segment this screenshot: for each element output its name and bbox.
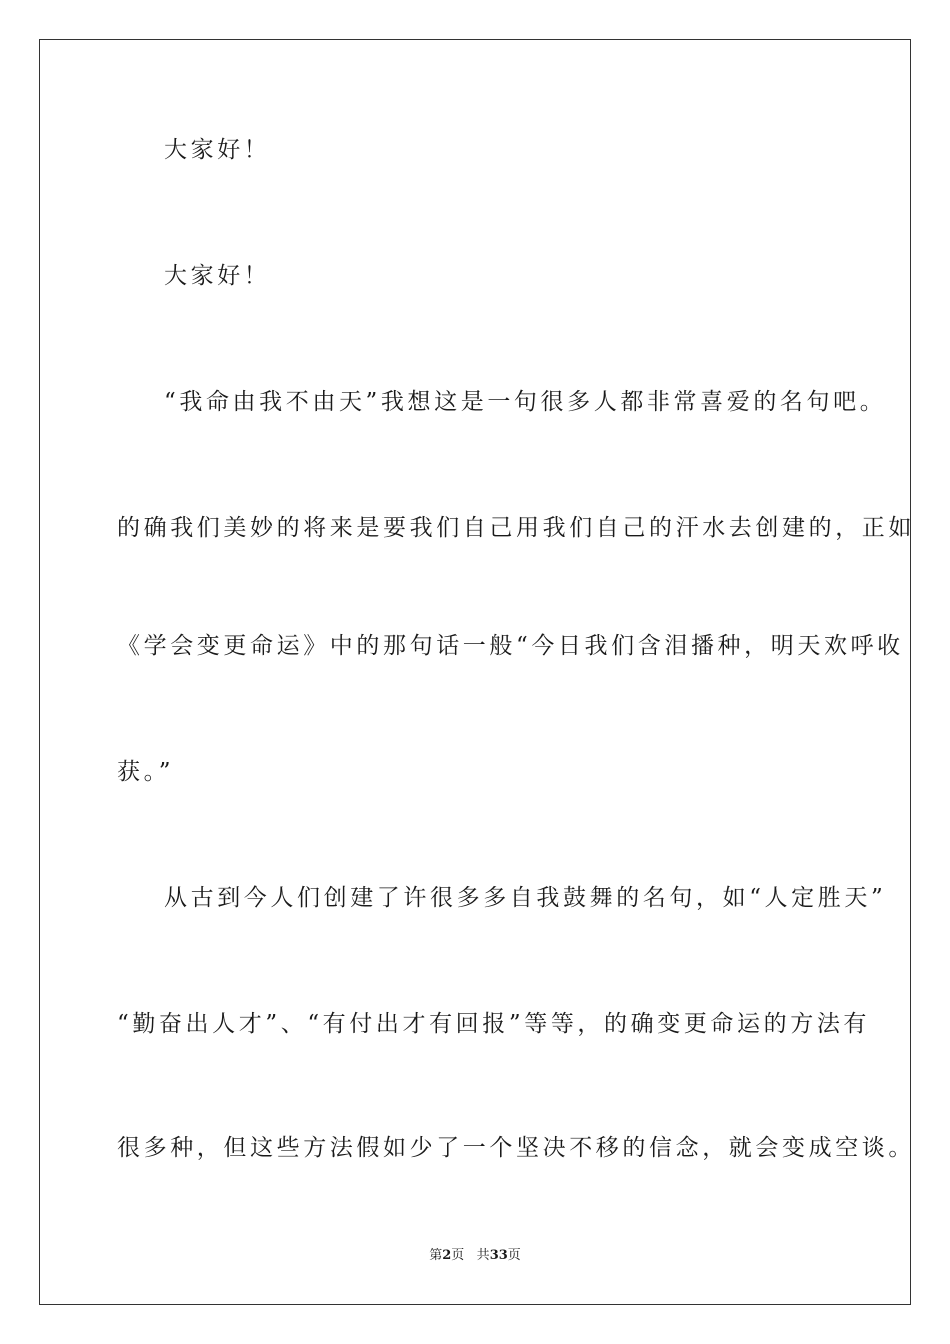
paragraph-2-line-2: “勤奋出人才”、“有付出才有回报”等等，的确变更命运的方法有 bbox=[117, 1011, 871, 1037]
page-label-prefix: 第 bbox=[429, 1248, 443, 1263]
greeting-line-1: 大家好！ bbox=[164, 137, 271, 163]
paragraph-2-line-1: 从古到今人们创建了许很多多自我鼓舞的名句，如“人定胜天” bbox=[164, 885, 887, 911]
total-pages: 33 bbox=[489, 1248, 508, 1263]
greeting-line-2: 大家好！ bbox=[164, 263, 271, 289]
paragraph-1-line-2: 的确我们美妙的将来是要我们自己用我们自己的汗水去创建的，正如 bbox=[117, 515, 915, 541]
paragraph-2-line-3: 很多种，但这些方法假如少了一个坚决不移的信念，就会变成空谈。 bbox=[117, 1135, 915, 1161]
paragraph-1-line-4: 获。” bbox=[117, 759, 175, 785]
page-number: 2 bbox=[442, 1248, 452, 1263]
paragraph-1-line-1: “我命由我不由天”我想这是一句很多人都非常喜爱的名句吧。 bbox=[164, 389, 887, 415]
page-border bbox=[39, 39, 915, 1305]
paragraph-1-line-3: 《学会变更命运》中的那句话一般“今日我们含泪播种，明天欢呼收 bbox=[117, 633, 904, 659]
total-label-suffix: 页 bbox=[507, 1248, 521, 1263]
page-footer bbox=[0, 1247, 950, 1265]
page-label-suffix: 页 bbox=[451, 1248, 465, 1263]
total-label-prefix: 共 bbox=[476, 1248, 490, 1263]
